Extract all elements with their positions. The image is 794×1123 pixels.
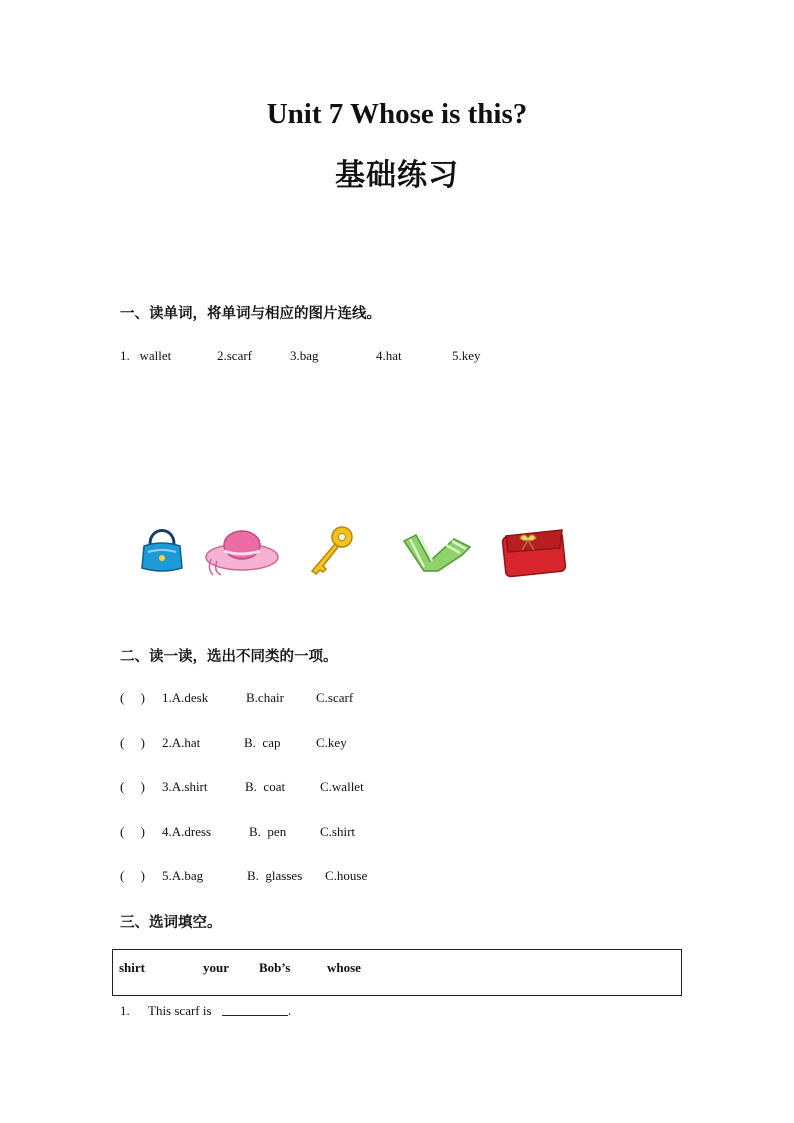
question-row bbox=[120, 868, 420, 886]
word-wallet: 1. wallet bbox=[120, 348, 172, 363]
section1-heading: 一、读单词，将单词与相应的图片连线。 bbox=[120, 306, 381, 322]
wallet-icon bbox=[500, 520, 568, 578]
word-bank-item: Bob’s bbox=[259, 960, 291, 975]
sentence-number: 1. bbox=[120, 1003, 130, 1018]
option-b: B. pen bbox=[249, 824, 287, 839]
page-title: Unit 7 Whose is this? bbox=[266, 98, 528, 130]
hat-icon bbox=[203, 527, 281, 577]
option-a: 1.A.desk bbox=[162, 690, 209, 705]
sentence-end: . bbox=[288, 1003, 292, 1018]
handbag-icon bbox=[138, 522, 186, 576]
word-bag: 3.bag bbox=[290, 348, 319, 363]
word-scarf: 2.scarf bbox=[217, 348, 253, 363]
key-icon bbox=[304, 523, 356, 577]
word-hat: 4.hat bbox=[376, 348, 402, 363]
page-subtitle: 基础练习 bbox=[335, 158, 459, 193]
question-row bbox=[120, 735, 420, 753]
option-b: B. coat bbox=[245, 779, 286, 794]
scarf-icon bbox=[400, 527, 472, 575]
question-row bbox=[120, 824, 420, 842]
section2-heading: 二、读一读，选出不同类的一项。 bbox=[120, 649, 338, 665]
word-key: 5.key bbox=[452, 348, 481, 363]
word-bank-item: your bbox=[203, 960, 229, 975]
option-c: C.house bbox=[325, 868, 368, 883]
question-row bbox=[120, 690, 420, 708]
option-a: 5.A.bag bbox=[162, 868, 204, 883]
answer-paren[interactable]: ( ) bbox=[120, 690, 145, 705]
option-c: C.scarf bbox=[316, 690, 354, 705]
answer-paren[interactable]: ( ) bbox=[120, 735, 145, 750]
option-c: C.shirt bbox=[320, 824, 356, 839]
answer-paren[interactable]: ( ) bbox=[120, 779, 145, 794]
option-c: C.wallet bbox=[320, 779, 364, 794]
answer-paren[interactable]: ( ) bbox=[120, 824, 145, 839]
fill-sentence bbox=[120, 1003, 520, 1021]
option-c: C.key bbox=[316, 735, 347, 750]
option-a: 2.A.hat bbox=[162, 735, 201, 750]
section3-heading: 三、选词填空。 bbox=[120, 915, 222, 931]
option-a: 4.A.dress bbox=[162, 824, 212, 839]
option-b: B.chair bbox=[246, 690, 284, 705]
word-bank-item: whose bbox=[327, 960, 361, 975]
answer-blank[interactable] bbox=[222, 1003, 288, 1016]
option-a: 3.A.shirt bbox=[162, 779, 208, 794]
word-bank bbox=[112, 949, 682, 996]
word-bank-item: shirt bbox=[119, 960, 145, 975]
sentence-text: This scarf is bbox=[148, 1003, 212, 1018]
word-list bbox=[120, 348, 620, 366]
answer-paren[interactable]: ( ) bbox=[120, 868, 145, 883]
option-b: B. glasses bbox=[247, 868, 303, 883]
question-row bbox=[120, 779, 420, 797]
option-b: B. cap bbox=[244, 735, 281, 750]
